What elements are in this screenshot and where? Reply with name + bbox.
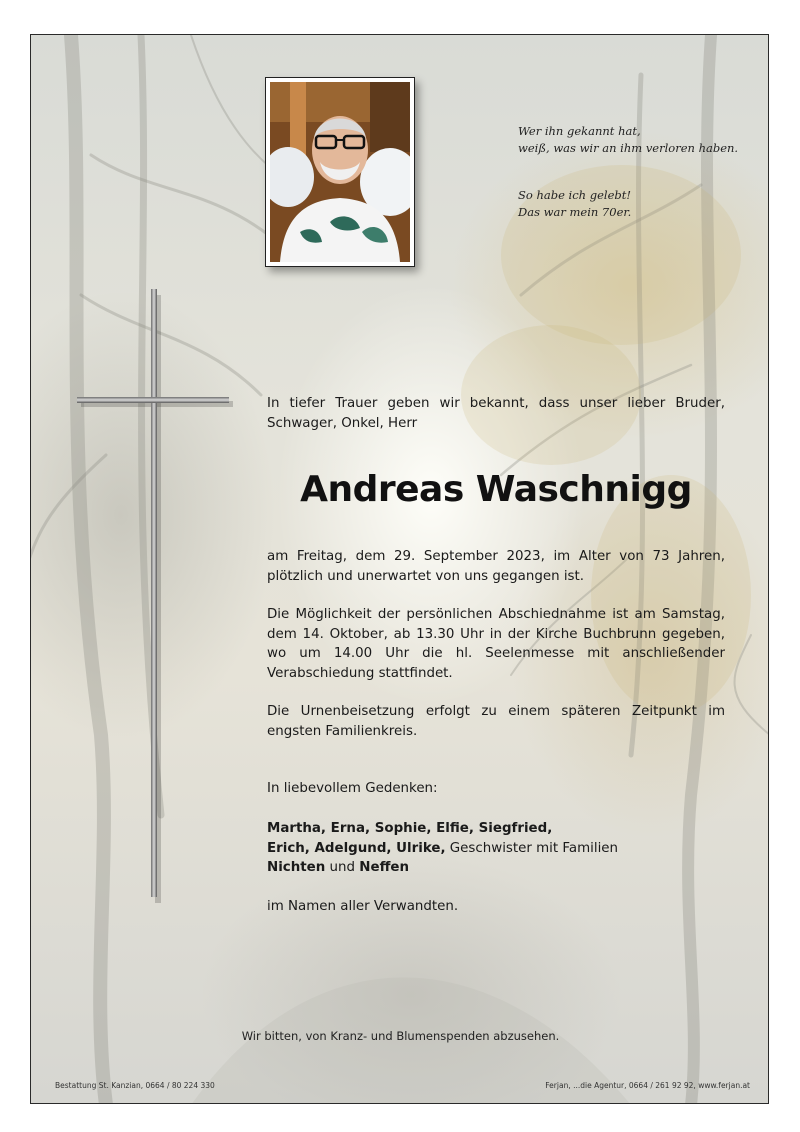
death-notice xyxy=(267,547,725,586)
death-paragraph: am Freitag, dem 29. September 2023, im Alter von 73 Jahren, plötzlich und unerwartet von uns gegangen ist. xyxy=(267,549,725,584)
family-names: Erich, Adelgund, Ulrike, xyxy=(267,840,446,856)
intro-text xyxy=(267,394,725,433)
memory-heading xyxy=(267,779,725,799)
footer-undertaker: Bestattung St. Kanzian, 0664 / 80 224 330 xyxy=(55,1081,215,1090)
intro-paragraph: In tiefer Trauer geben wir bekannt, dass unser lieber Bruder, Schwager, Onkel, Herr xyxy=(267,396,725,431)
family-line-2 xyxy=(267,839,725,859)
quote-line: weiß, was wir an ihm verloren haben. xyxy=(518,141,739,155)
family-nephews: Neffen xyxy=(359,860,410,875)
family-names: Martha, Erna, Sophie, Elfie, Siegfried, xyxy=(267,821,553,836)
family-line-1 xyxy=(267,819,725,839)
family-line-3 xyxy=(267,858,725,878)
cross-icon xyxy=(75,289,235,909)
obituary-card xyxy=(30,34,769,1104)
relatives-line xyxy=(267,897,725,917)
deceased-name: Andreas Waschnigg xyxy=(300,469,692,510)
quote-lived xyxy=(518,187,631,221)
portrait-image xyxy=(270,82,410,262)
farewell-notice xyxy=(267,605,725,683)
flowers-request: Wir bitten, von Kranz- und Blumenspenden abzusehen. xyxy=(241,1029,560,1043)
urn-notice xyxy=(267,702,725,741)
farewell-paragraph: Die Möglichkeit der persönlichen Abschiednahme ist am Samstag, dem 14. Oktober, ab 13.30 Uhr in der Kirche Buchbrunn gegeben, wo um 14.00 Uhr die hl. Seelenmesse mit anschließender Verabschiedung stattfindet. xyxy=(267,607,725,681)
quote-remembrance xyxy=(518,123,738,157)
family-conjunction: und xyxy=(325,860,360,875)
quote-line: Wer ihn gekannt hat, xyxy=(518,124,641,138)
family-note: Geschwister mit Familien xyxy=(445,840,619,856)
quote-line: So habe ich gelebt! xyxy=(518,188,631,202)
portrait-photo xyxy=(265,77,415,267)
footer-agency: Ferjan, ...die Agentur, 0664 / 261 92 92, www.ferjan.at xyxy=(545,1081,750,1090)
memory-line: In liebevollem Gedenken: xyxy=(267,781,438,796)
family-list xyxy=(267,819,725,878)
quote-line: Das war mein 70er. xyxy=(518,205,632,219)
urn-paragraph: Die Urnenbeisetzung erfolgt zu einem späteren Zeitpunkt im engsten Familienkreis. xyxy=(267,704,725,739)
relatives-text: im Namen aller Verwandten. xyxy=(267,899,459,914)
family-nieces: Nichten xyxy=(267,860,326,875)
